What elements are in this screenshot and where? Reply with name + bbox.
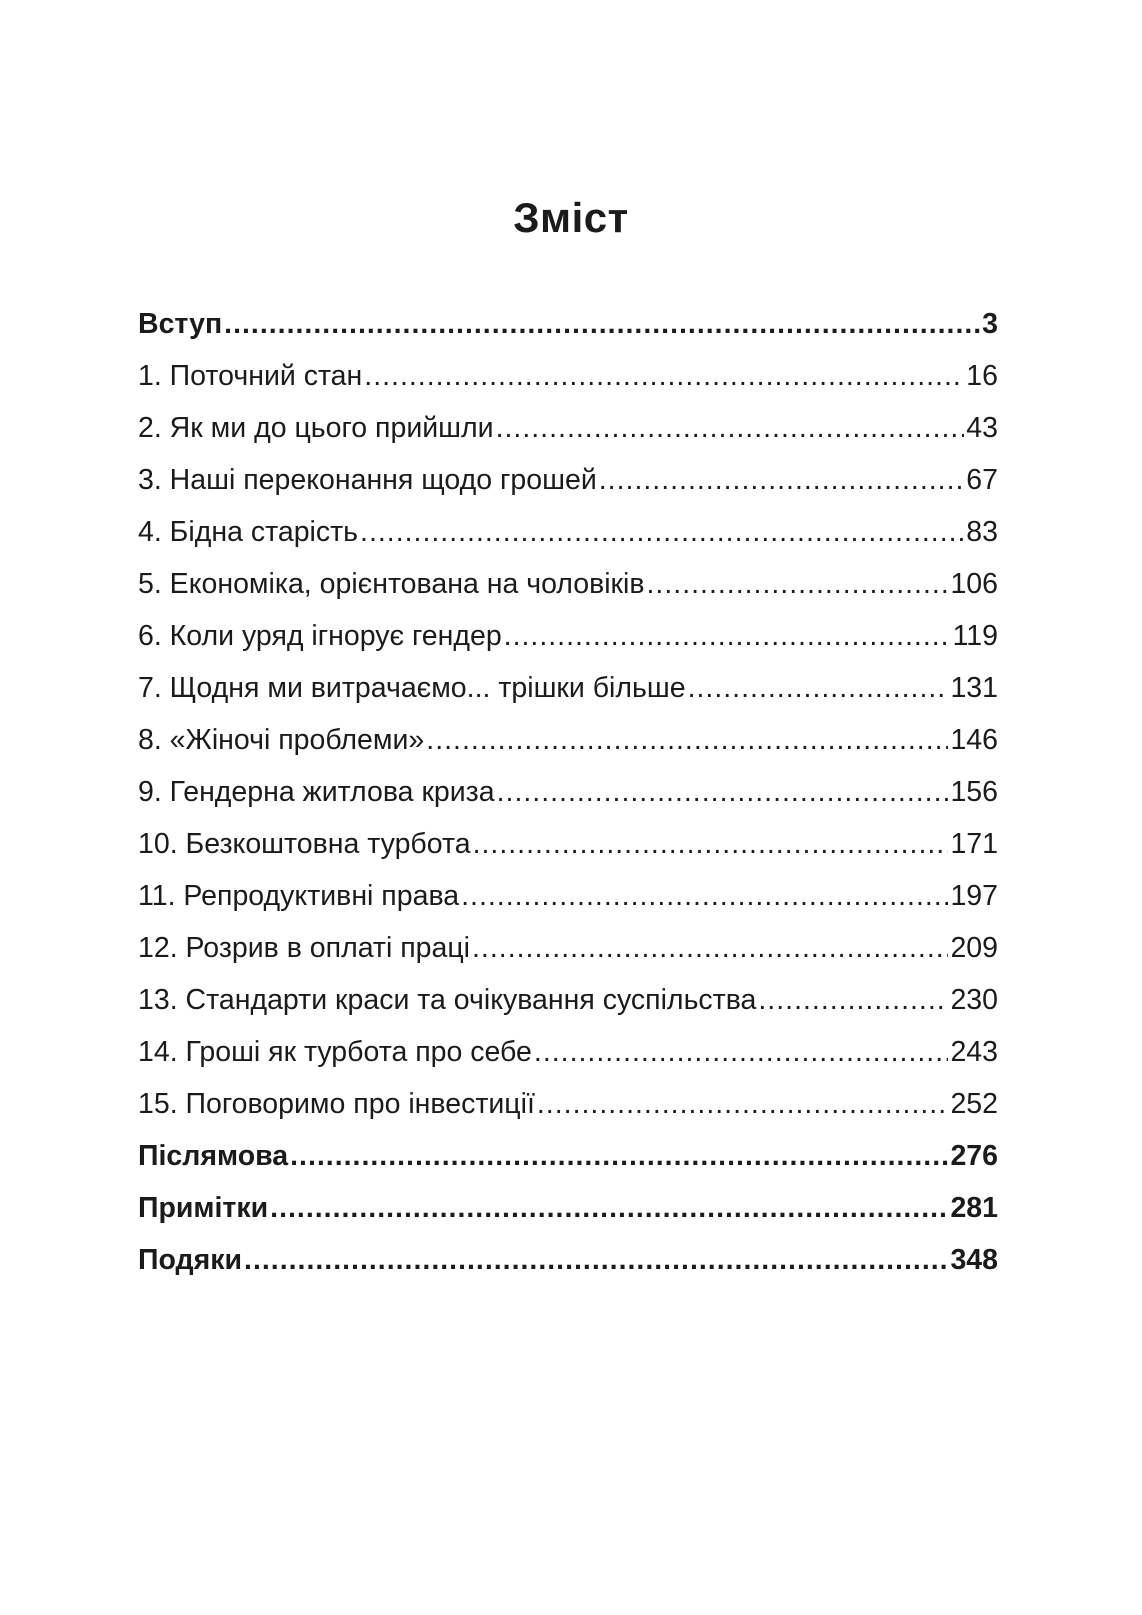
dot-leader: [364, 350, 964, 402]
toc-entry-label: 14. Гроші як турбота про себе: [138, 1036, 532, 1068]
toc-entry-page-number: 209: [950, 932, 998, 964]
toc-entry-label: Вступ: [138, 308, 223, 340]
table-of-contents: [138, 298, 998, 1286]
toc-entry-page-number: 243: [950, 1036, 998, 1068]
dot-leader: [758, 974, 948, 1026]
toc-entry-label: 7. Щодня ми витрачаємо... трішки більше: [138, 672, 686, 704]
toc-entry-label: 15. Поговоримо про інвестиції: [138, 1088, 535, 1120]
toc-entry: [138, 922, 998, 974]
page-title: Зміст: [513, 194, 629, 241]
toc-entry-page-number: 146: [950, 724, 998, 756]
toc-entry-label: 10. Безкоштовна турбота: [138, 828, 471, 860]
toc-entry: [138, 818, 998, 870]
toc-entry: [138, 1078, 998, 1130]
dot-leader: [461, 870, 948, 922]
dot-leader: [244, 1234, 948, 1286]
dot-leader: [504, 610, 951, 662]
dot-leader: [270, 1182, 948, 1234]
toc-entry-label: 2. Як ми до цього прийшли: [138, 412, 494, 444]
toc-entry: [138, 454, 998, 506]
dot-leader: [497, 766, 949, 818]
dot-leader: [534, 1026, 949, 1078]
toc-entry: [138, 402, 998, 454]
toc-entry-label: 6. Коли уряд ігнорує гендер: [138, 620, 502, 652]
dot-leader: [599, 454, 965, 506]
toc-entry-label: 5. Економіка, орієнтована на чоловіків: [138, 568, 645, 600]
toc-entry: [138, 1026, 998, 1078]
toc-entry-label: 8. «Жіночі проблеми»: [138, 724, 425, 756]
toc-entry-label: 4. Бідна старість: [138, 516, 359, 548]
dot-leader: [472, 922, 948, 974]
dot-leader: [688, 662, 949, 714]
dot-leader: [496, 402, 965, 454]
toc-entry-label: Примітки: [138, 1192, 269, 1224]
toc-entry: [138, 558, 998, 610]
toc-entry: [138, 870, 998, 922]
toc-entry-page-number: 83: [966, 516, 998, 548]
toc-entry: [138, 974, 998, 1026]
toc-entry: [138, 350, 998, 402]
toc-entry-page-number: 3: [982, 308, 998, 340]
toc-entry-page-number: 131: [950, 672, 998, 704]
toc-entry-page-number: 252: [950, 1088, 998, 1120]
toc-entry-label: 11. Репродуктивні права: [138, 880, 460, 912]
toc-entry-page-number: 171: [950, 828, 998, 860]
toc-entry: [138, 1234, 998, 1286]
toc-entry-page-number: 156: [950, 776, 998, 808]
toc-entry-label: Подяки: [138, 1244, 243, 1276]
toc-entry-label: 9. Гендерна житлова криза: [138, 776, 495, 808]
dot-leader: [473, 818, 949, 870]
toc-entry-page-number: 281: [950, 1192, 998, 1224]
toc-entry-page-number: 230: [950, 984, 998, 1016]
dot-leader: [290, 1130, 948, 1182]
toc-entry: [138, 610, 998, 662]
toc-entry-page-number: 276: [950, 1140, 998, 1172]
dot-leader: [360, 506, 964, 558]
toc-entry-label: 13. Стандарти краси та очікування суспільства: [138, 984, 757, 1016]
toc-entry-label: 12. Розрив в оплаті праці: [138, 932, 471, 964]
toc-entry: [138, 506, 998, 558]
toc-entry-label: 3. Наші переконання щодо грошей: [138, 464, 597, 496]
toc-entry-page-number: 106: [950, 568, 998, 600]
dot-leader: [537, 1078, 949, 1130]
toc-entry-page-number: 348: [950, 1244, 998, 1276]
toc-entry-page-number: 197: [950, 880, 998, 912]
toc-entry-page-number: 16: [966, 360, 998, 392]
toc-entry: [138, 714, 998, 766]
toc-entry-page-number: 43: [966, 412, 998, 444]
toc-entry: [138, 1130, 998, 1182]
dot-leader: [647, 558, 949, 610]
toc-entry-label: 1. Поточний стан: [138, 360, 363, 392]
dot-leader: [426, 714, 948, 766]
toc-entry-page-number: 119: [952, 620, 998, 652]
toc-entry-label: Післямова: [138, 1140, 289, 1172]
toc-entry: [138, 298, 998, 350]
toc-entry: [138, 766, 998, 818]
toc-entry: [138, 1182, 998, 1234]
toc-entry-page-number: 67: [966, 464, 998, 496]
toc-entry: [138, 662, 998, 714]
dot-leader: [224, 298, 980, 350]
